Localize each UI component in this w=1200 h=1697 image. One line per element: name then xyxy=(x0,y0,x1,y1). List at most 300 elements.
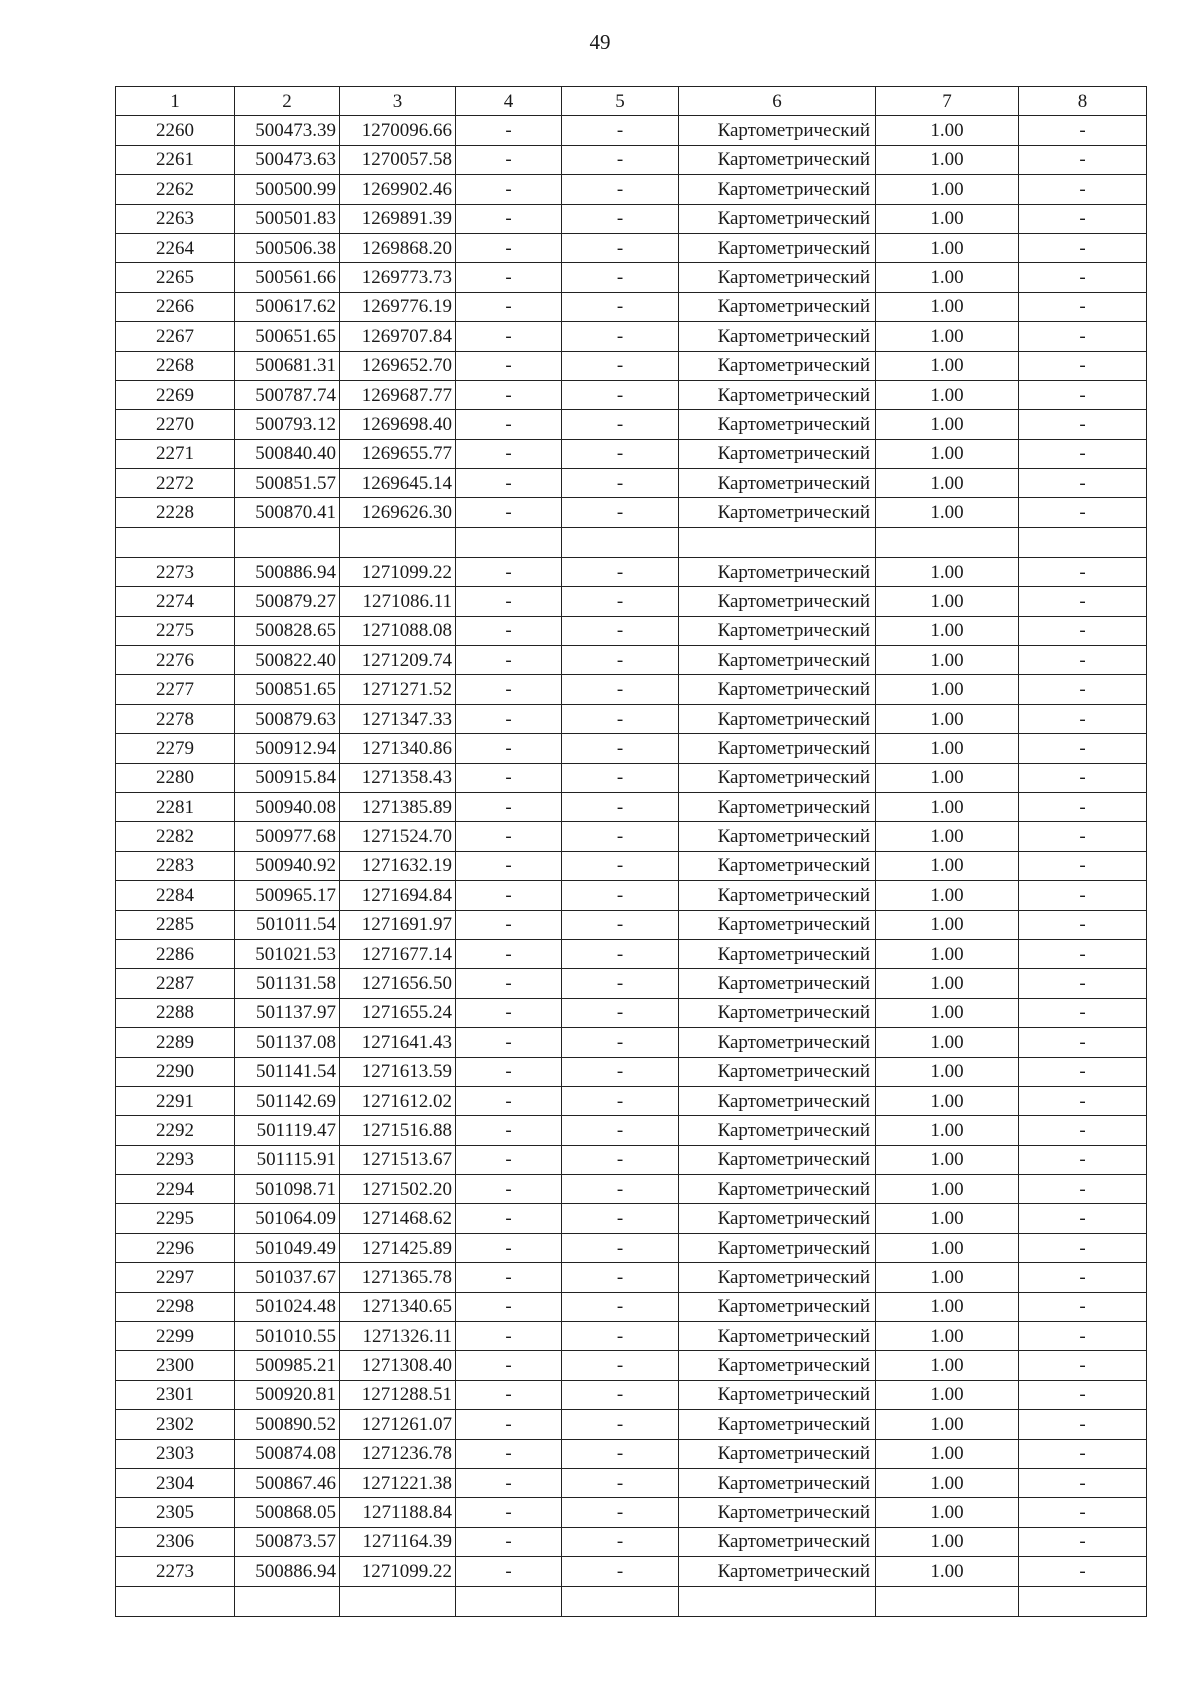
cell-y-coordinate xyxy=(340,527,456,557)
cell-method: Картометрический xyxy=(679,322,876,351)
cell-point-number: 2263 xyxy=(116,204,235,233)
cell-col-4: - xyxy=(456,587,562,616)
cell-method: Картометрический xyxy=(679,616,876,645)
table-row xyxy=(116,939,1147,968)
cell-col-5: - xyxy=(562,1057,679,1086)
cell-x-coordinate: 500617.62 xyxy=(235,292,340,321)
cell-col-8: - xyxy=(1019,587,1147,616)
cell-y-coordinate: 1271188.84 xyxy=(340,1498,456,1527)
cell-col-4: - xyxy=(456,1145,562,1174)
cell-y-coordinate: 1271365.78 xyxy=(340,1263,456,1292)
cell-point-number: 2286 xyxy=(116,939,235,968)
cell-y-coordinate: 1271656.50 xyxy=(340,969,456,998)
cell-col-5: - xyxy=(562,1527,679,1556)
cell-method: Картометрический xyxy=(679,1351,876,1380)
cell-col-5: - xyxy=(562,1380,679,1409)
cell-point-number: 2288 xyxy=(116,998,235,1027)
cell-y-coordinate: 1271516.88 xyxy=(340,1116,456,1145)
cell-col-5: - xyxy=(562,616,679,645)
cell-col-5: - xyxy=(562,763,679,792)
cell-col-4 xyxy=(456,1586,562,1616)
cell-point-number: 2272 xyxy=(116,469,235,498)
table-row xyxy=(116,734,1147,763)
cell-y-coordinate: 1271164.39 xyxy=(340,1527,456,1556)
cell-x-coordinate: 500651.65 xyxy=(235,322,340,351)
table-row xyxy=(116,1145,1147,1174)
cell-col-4: - xyxy=(456,1086,562,1115)
cell-col-5: - xyxy=(562,410,679,439)
cell-method: Картометрический xyxy=(679,851,876,880)
cell-col-5: - xyxy=(562,1351,679,1380)
table-row xyxy=(116,1263,1147,1292)
cell-x-coordinate: 500874.08 xyxy=(235,1439,340,1468)
table-row xyxy=(116,351,1147,380)
cell-col-4: - xyxy=(456,1263,562,1292)
cell-col-5: - xyxy=(562,1439,679,1468)
table-row xyxy=(116,1116,1147,1145)
cell-col-4: - xyxy=(456,1439,562,1468)
cell-point-number: 2287 xyxy=(116,969,235,998)
table-row xyxy=(116,204,1147,233)
cell-col-4: - xyxy=(456,1292,562,1321)
cell-accuracy: 1.00 xyxy=(876,1468,1019,1497)
cell-x-coordinate: 501131.58 xyxy=(235,969,340,998)
cell-x-coordinate: 501098.71 xyxy=(235,1175,340,1204)
cell-col-4: - xyxy=(456,204,562,233)
cell-col-5 xyxy=(562,1586,679,1616)
cell-col-4: - xyxy=(456,351,562,380)
cell-col-4: - xyxy=(456,410,562,439)
table-row xyxy=(116,322,1147,351)
column-header-1: 1 xyxy=(116,87,235,116)
cell-col-5: - xyxy=(562,469,679,498)
cell-col-5: - xyxy=(562,851,679,880)
cell-x-coordinate: 501011.54 xyxy=(235,910,340,939)
cell-col-8 xyxy=(1019,1586,1147,1616)
cell-method: Картометрический xyxy=(679,1292,876,1321)
table-row xyxy=(116,292,1147,321)
cell-accuracy: 1.00 xyxy=(876,792,1019,821)
table-row xyxy=(116,1351,1147,1380)
cell-point-number: 2304 xyxy=(116,1468,235,1497)
cell-x-coordinate: 500879.63 xyxy=(235,704,340,733)
cell-method: Картометрический xyxy=(679,204,876,233)
cell-col-5: - xyxy=(562,792,679,821)
cell-x-coordinate: 500985.21 xyxy=(235,1351,340,1380)
cell-col-4: - xyxy=(456,1468,562,1497)
cell-col-5: - xyxy=(562,939,679,968)
cell-y-coordinate: 1271308.40 xyxy=(340,1351,456,1380)
cell-point-number: 2298 xyxy=(116,1292,235,1321)
cell-point-number: 2264 xyxy=(116,233,235,262)
cell-col-4: - xyxy=(456,616,562,645)
cell-y-coordinate: 1271288.51 xyxy=(340,1380,456,1409)
cell-y-coordinate: 1271236.78 xyxy=(340,1439,456,1468)
cell-col-5: - xyxy=(562,675,679,704)
cell-method: Картометрический xyxy=(679,557,876,586)
cell-col-8: - xyxy=(1019,116,1147,145)
cell-col-8: - xyxy=(1019,851,1147,880)
cell-col-4: - xyxy=(456,1351,562,1380)
table-row xyxy=(116,175,1147,204)
cell-col-4: - xyxy=(456,292,562,321)
cell-col-5: - xyxy=(562,881,679,910)
cell-y-coordinate: 1271347.33 xyxy=(340,704,456,733)
cell-accuracy: 1.00 xyxy=(876,1410,1019,1439)
cell-col-8: - xyxy=(1019,675,1147,704)
table-row xyxy=(116,704,1147,733)
cell-y-coordinate: 1269891.39 xyxy=(340,204,456,233)
cell-method: Картометрический xyxy=(679,1410,876,1439)
cell-point-number: 2292 xyxy=(116,1116,235,1145)
cell-x-coordinate: 501137.08 xyxy=(235,1028,340,1057)
cell-col-5: - xyxy=(562,557,679,586)
cell-col-8: - xyxy=(1019,998,1147,1027)
cell-point-number: 2302 xyxy=(116,1410,235,1439)
table-row xyxy=(116,1057,1147,1086)
cell-accuracy: 1.00 xyxy=(876,380,1019,409)
cell-col-4: - xyxy=(456,1175,562,1204)
cell-col-5: - xyxy=(562,1233,679,1262)
cell-method: Картометрический xyxy=(679,498,876,527)
cell-col-5: - xyxy=(562,145,679,174)
table-row xyxy=(116,498,1147,527)
coordinates-table xyxy=(115,86,1147,1617)
cell-col-4: - xyxy=(456,881,562,910)
column-header-2: 2 xyxy=(235,87,340,116)
page-number: 49 xyxy=(589,30,611,54)
cell-accuracy: 1.00 xyxy=(876,322,1019,351)
cell-method: Картометрический xyxy=(679,175,876,204)
cell-y-coordinate: 1271358.43 xyxy=(340,763,456,792)
cell-col-4: - xyxy=(456,439,562,468)
cell-accuracy: 1.00 xyxy=(876,616,1019,645)
cell-col-5: - xyxy=(562,204,679,233)
table-row xyxy=(116,1086,1147,1115)
cell-col-8: - xyxy=(1019,881,1147,910)
table-row xyxy=(116,145,1147,174)
cell-point-number: 2228 xyxy=(116,498,235,527)
cell-x-coordinate: 500915.84 xyxy=(235,763,340,792)
cell-y-coordinate: 1271340.65 xyxy=(340,1292,456,1321)
cell-point-number xyxy=(116,1586,235,1616)
cell-col-4: - xyxy=(456,469,562,498)
cell-col-8: - xyxy=(1019,1468,1147,1497)
cell-method: Картометрический xyxy=(679,998,876,1027)
cell-col-4: - xyxy=(456,1380,562,1409)
cell-col-4: - xyxy=(456,969,562,998)
cell-accuracy: 1.00 xyxy=(876,822,1019,851)
cell-col-8: - xyxy=(1019,292,1147,321)
cell-col-5: - xyxy=(562,1263,679,1292)
column-header-7: 7 xyxy=(876,87,1019,116)
cell-col-5: - xyxy=(562,439,679,468)
cell-col-5: - xyxy=(562,498,679,527)
cell-accuracy: 1.00 xyxy=(876,1028,1019,1057)
cell-col-5: - xyxy=(562,233,679,262)
cell-point-number: 2276 xyxy=(116,646,235,675)
cell-col-8: - xyxy=(1019,498,1147,527)
cell-y-coordinate: 1269902.46 xyxy=(340,175,456,204)
table-row xyxy=(116,527,1147,557)
cell-method: Картометрический xyxy=(679,1175,876,1204)
table-row xyxy=(116,910,1147,939)
cell-accuracy: 1.00 xyxy=(876,1292,1019,1321)
cell-accuracy: 1.00 xyxy=(876,292,1019,321)
cell-col-5: - xyxy=(562,1498,679,1527)
cell-method: Картометрический xyxy=(679,1527,876,1556)
cell-x-coordinate: 500912.94 xyxy=(235,734,340,763)
cell-x-coordinate: 501119.47 xyxy=(235,1116,340,1145)
cell-col-8: - xyxy=(1019,1439,1147,1468)
cell-y-coordinate: 1271655.24 xyxy=(340,998,456,1027)
cell-col-4: - xyxy=(456,1116,562,1145)
cell-accuracy: 1.00 xyxy=(876,116,1019,145)
cell-x-coordinate: 501010.55 xyxy=(235,1322,340,1351)
cell-x-coordinate: 500867.46 xyxy=(235,1468,340,1497)
cell-accuracy: 1.00 xyxy=(876,587,1019,616)
cell-point-number: 2262 xyxy=(116,175,235,204)
cell-col-8: - xyxy=(1019,822,1147,851)
cell-y-coordinate: 1271425.89 xyxy=(340,1233,456,1262)
table-row xyxy=(116,822,1147,851)
cell-col-4: - xyxy=(456,145,562,174)
cell-accuracy: 1.00 xyxy=(876,1557,1019,1586)
table-header-row xyxy=(116,87,1147,116)
cell-col-5: - xyxy=(562,1116,679,1145)
cell-point-number: 2303 xyxy=(116,1439,235,1468)
cell-method: Картометрический xyxy=(679,910,876,939)
cell-y-coordinate: 1269626.30 xyxy=(340,498,456,527)
cell-col-8: - xyxy=(1019,1527,1147,1556)
cell-accuracy: 1.00 xyxy=(876,1263,1019,1292)
cell-method: Картометрический xyxy=(679,646,876,675)
cell-point-number: 2285 xyxy=(116,910,235,939)
cell-col-8: - xyxy=(1019,1557,1147,1586)
cell-col-5: - xyxy=(562,1086,679,1115)
cell-point-number: 2271 xyxy=(116,439,235,468)
cell-x-coordinate: 500822.40 xyxy=(235,646,340,675)
cell-method: Картометрический xyxy=(679,675,876,704)
cell-point-number: 2305 xyxy=(116,1498,235,1527)
cell-accuracy: 1.00 xyxy=(876,410,1019,439)
cell-col-5: - xyxy=(562,1028,679,1057)
cell-method: Картометрический xyxy=(679,1498,876,1527)
table-row xyxy=(116,675,1147,704)
cell-col-4: - xyxy=(456,763,562,792)
cell-col-5: - xyxy=(562,822,679,851)
cell-col-8: - xyxy=(1019,704,1147,733)
cell-method: Картометрический xyxy=(679,439,876,468)
cell-accuracy: 1.00 xyxy=(876,1380,1019,1409)
cell-point-number: 2260 xyxy=(116,116,235,145)
cell-col-8: - xyxy=(1019,175,1147,204)
cell-col-4: - xyxy=(456,939,562,968)
cell-accuracy: 1.00 xyxy=(876,1498,1019,1527)
cell-method: Картометрический xyxy=(679,1028,876,1057)
cell-point-number: 2294 xyxy=(116,1175,235,1204)
cell-point-number: 2267 xyxy=(116,322,235,351)
cell-col-5: - xyxy=(562,1468,679,1497)
cell-x-coordinate: 500890.52 xyxy=(235,1410,340,1439)
cell-method xyxy=(679,1586,876,1616)
cell-col-4: - xyxy=(456,380,562,409)
cell-y-coordinate xyxy=(340,1586,456,1616)
cell-y-coordinate: 1271209.74 xyxy=(340,646,456,675)
cell-accuracy: 1.00 xyxy=(876,675,1019,704)
cell-y-coordinate: 1269707.84 xyxy=(340,322,456,351)
cell-col-4: - xyxy=(456,1204,562,1233)
cell-accuracy: 1.00 xyxy=(876,881,1019,910)
cell-accuracy xyxy=(876,1586,1019,1616)
cell-accuracy: 1.00 xyxy=(876,145,1019,174)
cell-col-8: - xyxy=(1019,616,1147,645)
cell-col-8: - xyxy=(1019,763,1147,792)
cell-point-number: 2269 xyxy=(116,380,235,409)
table-row xyxy=(116,1322,1147,1351)
cell-y-coordinate: 1271677.14 xyxy=(340,939,456,968)
table-row xyxy=(116,763,1147,792)
cell-x-coordinate: 500851.65 xyxy=(235,675,340,704)
cell-col-5: - xyxy=(562,380,679,409)
cell-col-5: - xyxy=(562,1292,679,1321)
cell-col-8: - xyxy=(1019,351,1147,380)
cell-point-number: 2299 xyxy=(116,1322,235,1351)
cell-accuracy: 1.00 xyxy=(876,1204,1019,1233)
cell-col-5: - xyxy=(562,292,679,321)
table-row xyxy=(116,1175,1147,1204)
cell-col-8: - xyxy=(1019,263,1147,292)
cell-method: Картометрический xyxy=(679,587,876,616)
cell-x-coordinate: 500886.94 xyxy=(235,1557,340,1586)
cell-col-8: - xyxy=(1019,145,1147,174)
cell-accuracy: 1.00 xyxy=(876,704,1019,733)
cell-point-number: 2277 xyxy=(116,675,235,704)
cell-y-coordinate: 1271632.19 xyxy=(340,851,456,880)
cell-accuracy xyxy=(876,527,1019,557)
table-row xyxy=(116,1410,1147,1439)
table-row xyxy=(116,263,1147,292)
cell-method: Картометрический xyxy=(679,1468,876,1497)
cell-col-8: - xyxy=(1019,1233,1147,1262)
cell-col-8: - xyxy=(1019,1410,1147,1439)
cell-point-number: 2281 xyxy=(116,792,235,821)
cell-col-8: - xyxy=(1019,1292,1147,1321)
cell-y-coordinate: 1271502.20 xyxy=(340,1175,456,1204)
cell-col-4: - xyxy=(456,1410,562,1439)
cell-col-5: - xyxy=(562,587,679,616)
cell-x-coordinate: 500965.17 xyxy=(235,881,340,910)
cell-y-coordinate: 1271271.52 xyxy=(340,675,456,704)
table-row xyxy=(116,587,1147,616)
table-row xyxy=(116,380,1147,409)
cell-method: Картометрический xyxy=(679,263,876,292)
cell-col-8: - xyxy=(1019,1351,1147,1380)
cell-point-number xyxy=(116,527,235,557)
cell-y-coordinate: 1271099.22 xyxy=(340,1557,456,1586)
cell-method: Картометрический xyxy=(679,469,876,498)
table-row xyxy=(116,792,1147,821)
cell-col-5: - xyxy=(562,1322,679,1351)
cell-col-8: - xyxy=(1019,939,1147,968)
cell-method: Картометрический xyxy=(679,351,876,380)
cell-y-coordinate: 1269645.14 xyxy=(340,469,456,498)
table-row xyxy=(116,616,1147,645)
cell-point-number: 2300 xyxy=(116,1351,235,1380)
cell-col-5: - xyxy=(562,704,679,733)
cell-x-coordinate: 500473.63 xyxy=(235,145,340,174)
cell-point-number: 2270 xyxy=(116,410,235,439)
cell-y-coordinate: 1271088.08 xyxy=(340,616,456,645)
cell-point-number: 2295 xyxy=(116,1204,235,1233)
cell-method: Картометрический xyxy=(679,1057,876,1086)
cell-y-coordinate: 1271468.62 xyxy=(340,1204,456,1233)
cell-accuracy: 1.00 xyxy=(876,263,1019,292)
cell-accuracy: 1.00 xyxy=(876,851,1019,880)
cell-y-coordinate: 1269773.73 xyxy=(340,263,456,292)
table-row xyxy=(116,469,1147,498)
table-row xyxy=(116,969,1147,998)
cell-method: Картометрический xyxy=(679,1380,876,1409)
cell-col-4: - xyxy=(456,233,562,262)
table-row xyxy=(116,1468,1147,1497)
cell-col-5: - xyxy=(562,646,679,675)
cell-x-coordinate: 500886.94 xyxy=(235,557,340,586)
cell-x-coordinate: 500940.08 xyxy=(235,792,340,821)
cell-method: Картометрический xyxy=(679,939,876,968)
cell-y-coordinate: 1271612.02 xyxy=(340,1086,456,1115)
cell-x-coordinate xyxy=(235,1586,340,1616)
cell-col-5 xyxy=(562,527,679,557)
cell-method: Картометрический xyxy=(679,822,876,851)
cell-method xyxy=(679,527,876,557)
cell-x-coordinate: 501142.69 xyxy=(235,1086,340,1115)
cell-col-8: - xyxy=(1019,1322,1147,1351)
cell-col-5: - xyxy=(562,175,679,204)
cell-accuracy: 1.00 xyxy=(876,439,1019,468)
table-row xyxy=(116,1498,1147,1527)
cell-col-5: - xyxy=(562,116,679,145)
cell-col-8: - xyxy=(1019,1380,1147,1409)
cell-accuracy: 1.00 xyxy=(876,1527,1019,1556)
cell-method: Картометрический xyxy=(679,145,876,174)
cell-col-8: - xyxy=(1019,1498,1147,1527)
cell-y-coordinate: 1269868.20 xyxy=(340,233,456,262)
cell-accuracy: 1.00 xyxy=(876,351,1019,380)
cell-point-number: 2265 xyxy=(116,263,235,292)
cell-col-5: - xyxy=(562,351,679,380)
cell-y-coordinate: 1271385.89 xyxy=(340,792,456,821)
cell-point-number: 2289 xyxy=(116,1028,235,1057)
cell-col-8: - xyxy=(1019,322,1147,351)
cell-point-number: 2282 xyxy=(116,822,235,851)
cell-y-coordinate: 1271340.86 xyxy=(340,734,456,763)
cell-accuracy: 1.00 xyxy=(876,910,1019,939)
cell-y-coordinate: 1271613.59 xyxy=(340,1057,456,1086)
cell-col-4: - xyxy=(456,263,562,292)
column-header-5: 5 xyxy=(562,87,679,116)
cell-point-number: 2306 xyxy=(116,1527,235,1556)
cell-method: Картометрический xyxy=(679,1145,876,1174)
table-body xyxy=(116,116,1147,1616)
cell-y-coordinate: 1270057.58 xyxy=(340,145,456,174)
cell-col-8: - xyxy=(1019,1116,1147,1145)
cell-point-number: 2273 xyxy=(116,1557,235,1586)
cell-col-5: - xyxy=(562,1145,679,1174)
cell-x-coordinate: 501137.97 xyxy=(235,998,340,1027)
cell-x-coordinate: 500940.92 xyxy=(235,851,340,880)
cell-y-coordinate: 1271099.22 xyxy=(340,557,456,586)
